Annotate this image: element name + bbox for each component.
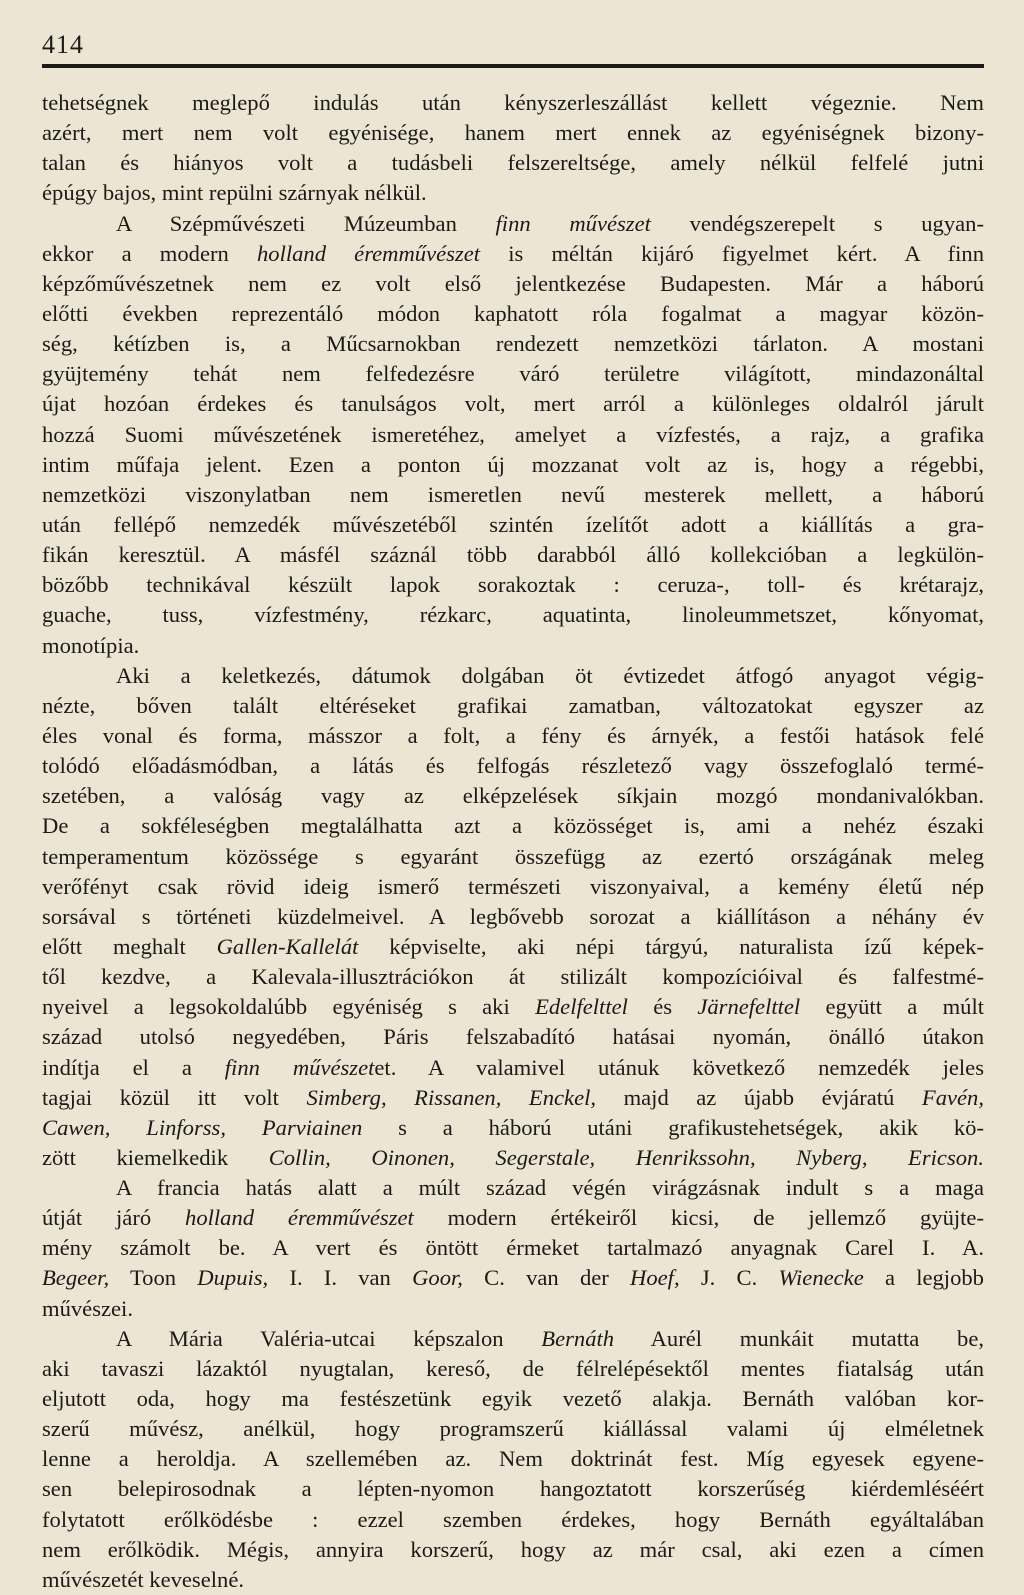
text-line: újat hozóan érdekes és tanulságos volt, mert arról a különleges oldalról járult	[42, 391, 984, 417]
text-line: fikán keresztül. A másfél száznál több darabból álló kollekcióban a legkülön-	[42, 542, 984, 568]
text-line: sen belepirosodnak a lépten-nyomon hangoztatott korszerűség kiérdemléséért	[42, 1476, 984, 1502]
italic-name: Edelfelttel	[535, 994, 628, 1020]
italic-name: Wienecke	[778, 1265, 864, 1291]
text-line: guache, tuss, vízfestmény, rézkarc, aquatinta, linoleummetszet, kőnyomat,	[42, 602, 984, 628]
text-line: ség, kétízben is, a Műcsarnokban rendezett nemzetközi tárlaton. A mostani	[42, 331, 984, 357]
text-line: lenne a heroldja. A szellemében az. Nem doktrinát fest. Míg egyesek egyene-	[42, 1446, 984, 1472]
text-line: szetében, a valóság vagy az elképzelések síkjain mozgó mondanivalókban.	[42, 783, 984, 809]
italic-name: Cawen, Linforss, Parviainen	[42, 1114, 363, 1140]
italic-name: Gallen-Kallelát	[216, 933, 359, 959]
text-line: bözőbb technikával készült lapok sorakoztak : ceruza-, toll- és krétarajz,	[42, 572, 984, 598]
text-line: hozzá Suomi művészetének ismeretéhez, amelyet a vízfestés, a rajz, a grafika	[42, 421, 984, 447]
italic-name: Begeer,	[42, 1265, 110, 1291]
text-line: mény számolt be. A vert és öntött érmeket tartalmazó anyagnak Carel I. A.	[42, 1235, 984, 1261]
text-line: nézte, bőven talált eltéréseket grafikai zamatban, változatokat egyszer az	[42, 692, 984, 718]
text-line: Cawen, Linforss, Parviainen s a háború utáni grafikustehetségek, akik kö-	[42, 1114, 984, 1140]
page-number: 414	[42, 30, 84, 59]
italic-name: finn művészet	[495, 210, 651, 236]
italic-name: Järnefelttel	[697, 994, 801, 1020]
text-line: A francia hatás alatt a múlt század végén virágzásnak indult s a maga	[116, 1175, 984, 1201]
text-line: után fellépő nemzedék művészetéből szintén ízelítőt adott a kiállítás a gra-	[42, 511, 984, 537]
header-rule	[42, 64, 984, 68]
italic-name: holland éremművészet	[185, 1205, 414, 1231]
text-line: nyeivel a legsokoldalúbb egyéniség s aki Edelfelttel és Järnefelttel együtt a múlt	[42, 994, 984, 1020]
italic-name: Simberg, Rissanen, Enckel,	[306, 1084, 597, 1110]
text-line: aki tavaszi lázaktól nyugtalan, kereső, de félrelépésektől mentes fiatalság után	[42, 1355, 984, 1381]
text-line: tehetségnek meglepő indulás után kényszerleszállást kellett végeznie. Nem	[42, 90, 984, 115]
text-line: szerű művész, anélkül, hogy programszerű kiállással valami új elméletnek	[42, 1416, 984, 1442]
italic-name: Collin, Oinonen, Segerstale, Henrikssohn, Nyberg, Ericson.	[268, 1144, 984, 1170]
text-line: De a sokféleségben megtalálhatta azt a közösséget is, ami a nehéz északi	[42, 813, 984, 839]
text-line: művészetét keveselné.	[42, 1566, 244, 1592]
body-text	[42, 88, 984, 1595]
text-line: A Mária Valéria-utcai képszalon Bernáth Aurél munkáit mutatta be,	[116, 1325, 984, 1351]
italic-name: Bernáth	[541, 1325, 615, 1351]
text-line: nemzetközi viszonylatban nem ismeretlen nevű mesterek mellett, a háború	[42, 481, 984, 507]
text-line: előtt meghalt Gallen-Kallelát képviselte, aki népi tárgyú, naturalista ízű képek-	[42, 933, 984, 959]
text-line: század utolsó negyedében, Páris felszabadító hatásai nyomán, önálló útakon	[42, 1024, 984, 1050]
text-line: folytatott erőlködésbe : ezzel szemben érdekes, hogy Bernáth egyáltalában	[42, 1506, 984, 1532]
text-line: temperamentum közössége s egyaránt összefügg az ezertó országának meleg	[42, 843, 984, 869]
text-line: útját járó holland éremművészet modern értékeiről kicsi, de jellemző gyüjte-	[42, 1205, 984, 1231]
italic-name: Favén,	[921, 1084, 984, 1110]
text-line: gyüjtemény tehát nem felfedezésre váró területre világított, mindazonáltal	[42, 361, 984, 387]
text-line: verőfényt csak rövid ideig ismerő természeti viszonyaival, a kemény életű nép	[42, 873, 984, 899]
text-line: Aki a keletkezés, dátumok dolgában öt évtizedet átfogó anyagot végig-	[116, 662, 984, 688]
text-line: monotípia.	[42, 632, 140, 658]
text-line: képzőművészetnek nem ez volt első jelentkezése Budapesten. Már a háború	[42, 270, 984, 296]
text-line: azért, mert nem volt egyénisége, hanem mert ennek az egyéniségnek bizony-	[42, 120, 984, 146]
text-line: intim műfaja jelent. Ezen a ponton új mozzanat volt az is, hogy a régebbi,	[42, 451, 984, 477]
text-line: től kezdve, a Kalevala-illusztrációkon át stilizált kompozícióival és falfestmé-	[42, 964, 984, 990]
italic-name: Dupuis,	[197, 1265, 269, 1291]
italic-name: Goor,	[412, 1265, 463, 1291]
text-line: tolódó előadásmódban, a látás és felfogás részletező vagy összefoglaló termé-	[42, 753, 984, 779]
text-line: indítja el a finn művészetet. A valamivel utánuk következő nemzedék jeles	[42, 1054, 984, 1080]
text-line: tagjai közül itt volt Simberg, Rissanen, Enckel, majd az újabb évjáratú Favén,	[42, 1084, 984, 1110]
text-line: nem erőlködik. Mégis, annyira korszerű, hogy az már csal, aki ezen a címen	[42, 1536, 984, 1562]
text-line: épúgy bajos, mint repülni szárnyak nélkül.	[42, 180, 427, 206]
text-line: éles vonal és forma, másszor a folt, a fény és árnyék, a festői hatások felé	[42, 722, 984, 748]
text-line: ekkor a modern holland éremművészet is méltán kijáró figyelmet kért. A finn	[42, 240, 984, 266]
text-line: A Szépművészeti Múzeumban finn művészet vendégszerepelt s ugyan-	[116, 210, 984, 236]
text-line: eljutott oda, hogy ma festészetünk egyik vezető alakja. Bernáth valóban kor-	[42, 1386, 984, 1412]
italic-name: Hoef,	[630, 1265, 680, 1291]
text-line: előtti években reprezentáló módon kaphatott róla fogalmat a magyar közön-	[42, 300, 984, 326]
text-line: talan és hiányos volt a tudásbeli felszereltsége, amely nélkül felfelé jutni	[42, 150, 984, 176]
italic-name: finn művészet	[224, 1054, 375, 1080]
text-line: zött kiemelkedik Collin, Oinonen, Segerstale, Henrikssohn, Nyberg, Ericson.	[42, 1144, 984, 1170]
text-line: sorsával s történeti küzdelmeivel. A legbővebb sorozat a kiállításon a néhány év	[42, 903, 984, 929]
italic-name: holland éremművészet	[256, 240, 481, 266]
text-line: művészei.	[42, 1295, 133, 1321]
text-line: Begeer, Toon Dupuis, I. I. van Goor, C. van der Hoef, J. C. Wienecke a legjobb	[42, 1265, 984, 1291]
